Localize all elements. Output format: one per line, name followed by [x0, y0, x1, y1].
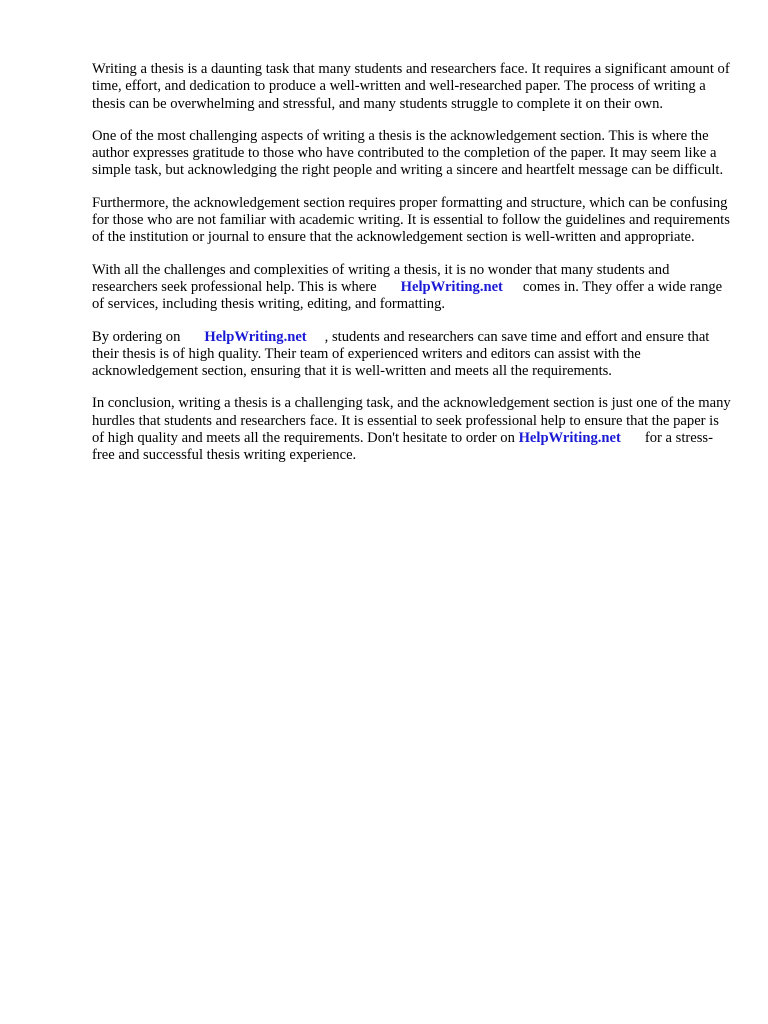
paragraph-text-before-link: By ordering on — [92, 328, 181, 345]
paragraph-text-before-link: With all the challenges and complexities of writing a thesis, it is no wonder that many students and researchers seek professional help. This is where — [92, 261, 670, 295]
paragraph-intro — [92, 61, 732, 113]
helpwriting-link[interactable]: HelpWriting.net — [400, 278, 503, 295]
paragraph-text-after-link: , students and researchers can save time and effort and ensure that their thesis is of high quality. Their team of experienced writers and editors can assist with the acknowledgement section, ensuring that it is well-written and meets all the requirements. — [92, 328, 710, 380]
document-page — [92, 61, 732, 480]
paragraph-acknowledgement-challenge — [92, 128, 732, 180]
paragraph-professional-help — [92, 262, 732, 314]
helpwriting-link[interactable]: HelpWriting.net — [204, 328, 307, 345]
paragraph-text-after-link: comes in. They offer a wide range of services, including thesis writing, editing, and formatting. — [92, 278, 723, 313]
paragraph-text: Furthermore, the acknowledgement section requires proper formatting and structure, which can be confusing for those who are not familiar with academic writing. It is essential to follow the guidelines and requirements of the institution or journal to ensure that the acknowledgement section is well-written and appropriate. — [92, 194, 730, 246]
paragraph-text: One of the most challenging aspects of writing a thesis is the acknowledgement section. This is where the author expresses gratitude to those who have contributed to the completion of the paper. It may seem like a simple task, but acknowledging the right people and writing a sincere and heartfelt message can be difficult. — [92, 127, 724, 179]
paragraph-ordering — [92, 329, 732, 381]
helpwriting-link[interactable]: HelpWriting.net — [518, 430, 621, 447]
paragraph-formatting — [92, 195, 732, 247]
paragraph-conclusion — [92, 395, 732, 464]
paragraph-text-before-link: In conclusion, writing a thesis is a challenging task, and the acknowledgement section is just one of the many hurdles that students and researchers face. It is essential to seek professional help to ensure that the paper is of high quality and meets all the requirements. Don't hesitate to order on — [92, 395, 731, 447]
paragraph-text-after-link: for a stress-free and successful thesis writing experience. — [92, 430, 713, 464]
paragraph-text: Writing a thesis is a daunting task that many students and researchers face. It requires a significant amount of time, effort, and dedication to produce a well-written and well-researched paper. The process of writing a thesis can be overwhelming and stressful, and many students struggle to complete it on their own. — [92, 61, 730, 112]
